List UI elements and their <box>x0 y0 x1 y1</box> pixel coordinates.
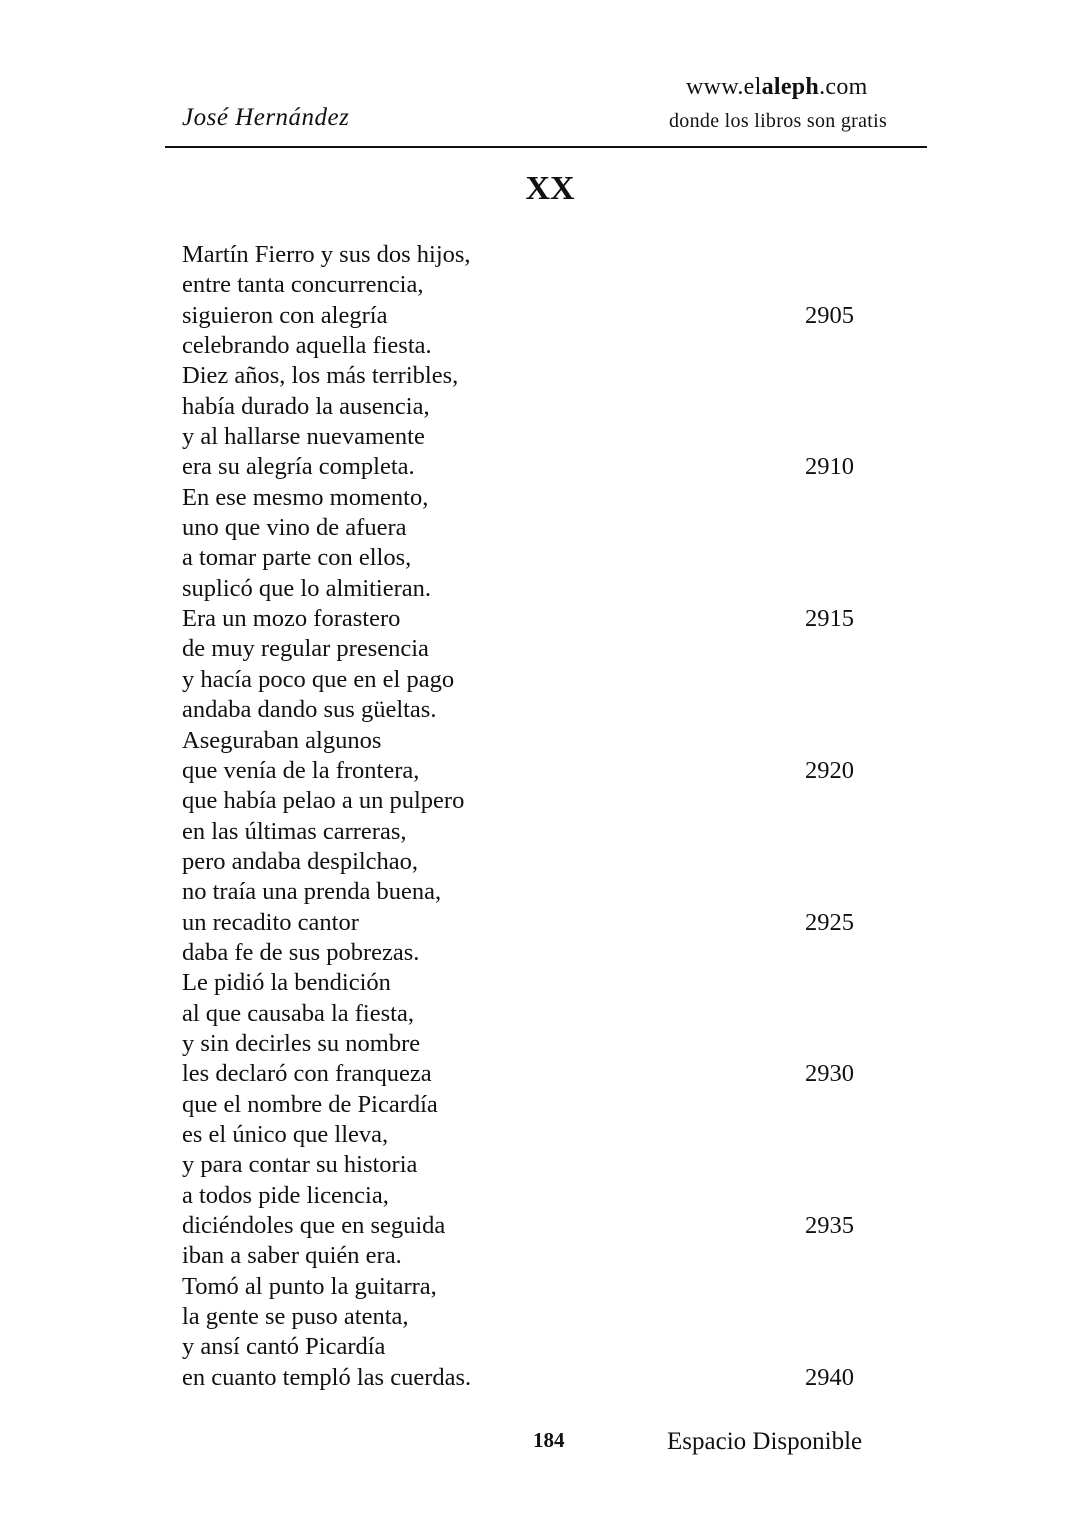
verse-text: entre tanta concurrencia, <box>182 271 424 299</box>
verse-number: 2925 <box>805 908 854 936</box>
verse-text: era su alegría completa. <box>182 453 415 481</box>
verse-line <box>182 695 882 725</box>
verse-text: a todos pide licencia, <box>182 1181 389 1209</box>
verse-text: al que causaba la fiesta, <box>182 999 414 1027</box>
verse-text: había durado la ausencia, <box>182 392 430 420</box>
verse-text: y al hallarse nuevamente <box>182 423 425 451</box>
verse-line <box>182 1059 882 1089</box>
verse-line <box>182 1029 882 1059</box>
verse-line <box>182 968 882 998</box>
page-number: 184 <box>533 1428 565 1452</box>
verse-line <box>182 786 882 816</box>
verse-text: es el único que lleva, <box>182 1120 389 1148</box>
verse-text: siguieron con alegría <box>182 301 388 329</box>
verse-line <box>182 817 882 847</box>
verse-text: que venía de la frontera, <box>182 756 420 784</box>
verse-text: Aseguraban algunos <box>182 726 382 754</box>
verse-text: Le pidió la bendición <box>182 969 391 997</box>
verse-line <box>182 1332 882 1362</box>
verse-text: Tomó al punto la guitarra, <box>182 1272 437 1300</box>
verse-text: les declaró con franqueza <box>182 1060 432 1088</box>
verse-text: suplicó que lo almitieran. <box>182 574 432 602</box>
verse-line <box>182 1302 882 1332</box>
verse-line <box>182 361 882 391</box>
verse-text: Era un mozo forastero <box>182 605 401 633</box>
verse-text: que había pelao a un pulpero <box>182 787 465 815</box>
verse-line <box>182 1272 882 1302</box>
verse-text: en cuanto templó las cuerdas. <box>182 1363 472 1391</box>
verse-text: iban a saber quién era. <box>182 1242 402 1270</box>
verse-text: y ansí cantó Picardía <box>182 1333 386 1361</box>
verse-text: no traía una prenda buena, <box>182 878 442 906</box>
site-suffix: .com <box>819 74 868 100</box>
verse-text: Diez años, los más terribles, <box>182 362 459 390</box>
verse-text: y sin decirles su nombre <box>182 1029 421 1057</box>
chapter-title: XX <box>525 170 575 207</box>
verse-line <box>182 877 882 907</box>
verse-text: en las últimas carreras, <box>182 817 407 845</box>
verse-text: la gente se puso atenta, <box>182 1303 409 1331</box>
verse-number: 2915 <box>805 605 854 633</box>
verse-text: celebrando aquella fiesta. <box>182 332 432 360</box>
verse-text: un recadito cantor <box>182 908 359 936</box>
verse-line <box>182 1211 882 1241</box>
verse-line <box>182 1120 882 1150</box>
verse-line <box>182 301 882 331</box>
verse-line <box>182 726 882 756</box>
verse-number: 2930 <box>805 1060 854 1088</box>
verse-text: y hacía poco que en el pago <box>182 665 455 693</box>
header-author: José Hernández <box>182 104 350 131</box>
verse-line <box>182 847 882 877</box>
verse-text: andaba dando sus güeltas. <box>182 696 437 724</box>
verse-number: 2940 <box>805 1363 854 1391</box>
footer-note: Espacio Disponible <box>667 1428 863 1455</box>
verse-line <box>182 665 882 695</box>
verse-text: a tomar parte con ellos, <box>182 544 412 572</box>
verse-line <box>182 756 882 786</box>
verse-text: y para contar su historia <box>182 1151 418 1179</box>
verse-line <box>182 938 882 968</box>
verse-line <box>182 543 882 573</box>
verse-line <box>182 634 882 664</box>
verse-text: de muy regular presencia <box>182 635 429 663</box>
verse-text: Martín Fierro y sus dos hijos, <box>182 241 471 268</box>
site-prefix: www.el <box>686 74 762 100</box>
header-tagline: donde los libros son gratis <box>669 110 888 132</box>
verse-line <box>182 1241 882 1271</box>
verse-line <box>182 270 882 300</box>
verse-number: 2905 <box>805 301 854 329</box>
verse-line <box>182 422 882 452</box>
verse-line <box>182 999 882 1029</box>
verse-text: uno que vino de afuera <box>182 514 407 542</box>
verse-line <box>182 452 882 482</box>
header-site-link[interactable] <box>686 74 868 101</box>
site-brand: aleph <box>761 74 820 100</box>
verse-list <box>182 240 882 1393</box>
verse-line <box>182 1150 882 1180</box>
verse-number: 2920 <box>805 756 854 784</box>
verse-line <box>182 1181 882 1211</box>
verse-text: diciéndoles que en seguida <box>182 1212 446 1239</box>
verse-line <box>182 392 882 422</box>
verse-line <box>182 331 882 361</box>
verse-text: En ese mesmo momento, <box>182 483 429 511</box>
header-divider <box>165 146 927 148</box>
verse-number: 2935 <box>805 1212 854 1239</box>
verse-line <box>182 240 882 270</box>
verse-text: que el nombre de Picardía <box>182 1090 438 1118</box>
verse-line <box>182 483 882 513</box>
verse-text: daba fe de sus pobrezas. <box>182 938 420 966</box>
verse-line <box>182 1363 882 1393</box>
verse-line <box>182 604 882 634</box>
verse-line <box>182 908 882 938</box>
verse-text: pero andaba despilchao, <box>182 847 419 875</box>
verse-number: 2910 <box>805 453 854 481</box>
verse-line <box>182 1090 882 1120</box>
verse-line <box>182 513 882 543</box>
verse-line <box>182 574 882 604</box>
